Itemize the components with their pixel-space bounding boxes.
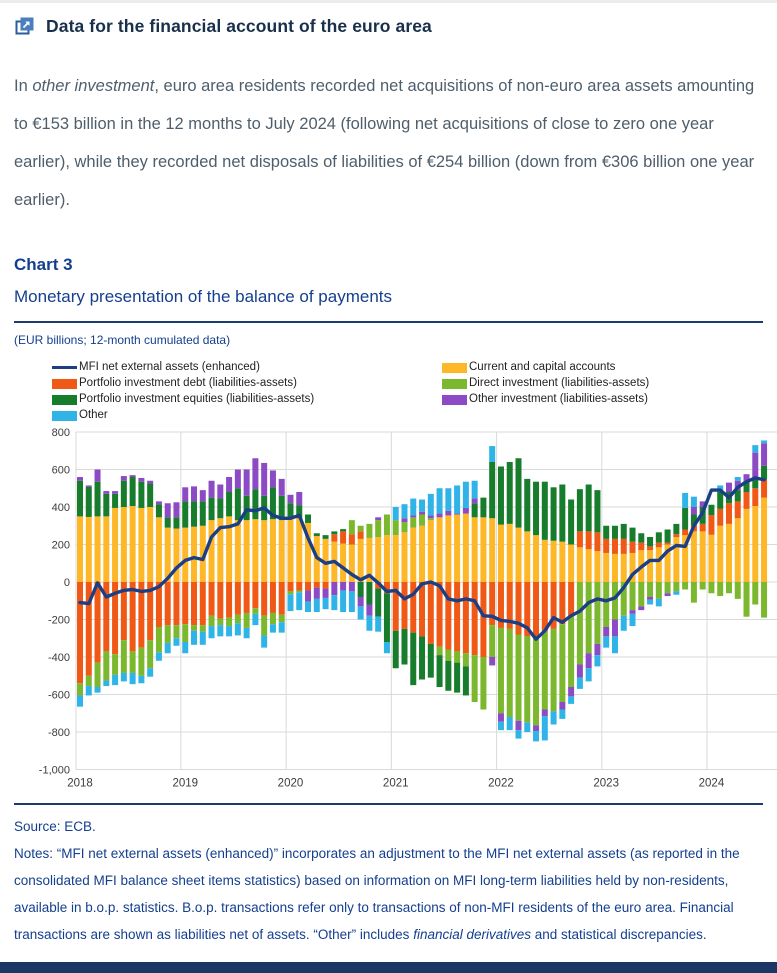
legend-label: Other xyxy=(79,409,108,421)
legend-line-swatch xyxy=(52,366,77,369)
legend-label: Other investment (liabilities-assets) xyxy=(469,393,648,405)
legend-color-swatch xyxy=(52,411,77,421)
svg-text:600: 600 xyxy=(51,464,70,477)
svg-text:200: 200 xyxy=(51,539,70,552)
source-and-notes xyxy=(14,813,763,948)
header-link[interactable] xyxy=(14,15,763,37)
chart-caption: (EUR billions; 12-month cumulated data) xyxy=(14,333,231,347)
svg-text:2023: 2023 xyxy=(593,777,619,790)
svg-text:800: 800 xyxy=(51,427,70,439)
svg-text:2021: 2021 xyxy=(382,777,409,790)
svg-text:2019: 2019 xyxy=(172,777,199,790)
intro-paragraph: In other investment, euro area residents recorded net acquisitions of non-euro area assets amounting to €153 billion in the 12 months to July 2024 (following net acquisitions of close to zero one year earlier), while they recorded net disposals of liabilities of €254 billion (down from €306 billion one year earlier). xyxy=(14,77,755,209)
chart-legend xyxy=(52,361,763,422)
svg-text:2020: 2020 xyxy=(277,777,304,790)
chart-bottom-rule xyxy=(14,803,763,805)
legend-label: Current and capital accounts xyxy=(469,361,616,373)
legend-item xyxy=(442,377,649,390)
notes-text: Notes: “MFI net external assets (enhanced)” incorporates an adjustment to the MFI net external assets (as reported in the consolidated MFI balance sheet items statistics) based on information on MFI long-term liabilities held by non-residents, available in b.o.p. statistics. B.o.p. transactions refer only to transactions of non-MFI residents of the euro area. Financial transactions are shown as liabilities net of assets. “Other” includes financial derivatives and statistical discrepancies. xyxy=(14,846,740,942)
legend-label: MFI net external assets (enhanced) xyxy=(79,361,260,373)
svg-text:2022: 2022 xyxy=(488,777,514,790)
legend-color-swatch xyxy=(52,379,77,389)
svg-text:-400: -400 xyxy=(47,652,70,664)
legend-color-swatch xyxy=(442,363,467,373)
chart-title: Monetary presentation of the balance of payments xyxy=(14,287,393,306)
legend-label: Direct investment (liabilities-assets) xyxy=(469,377,650,389)
bop-chart-svg xyxy=(14,424,777,798)
legend-item xyxy=(52,393,442,406)
legend-column-left xyxy=(52,361,442,422)
svg-text:-200: -200 xyxy=(47,614,70,627)
legend-item xyxy=(52,409,442,422)
legend-color-swatch xyxy=(52,395,77,405)
page-title: Data for the financial account of the euro area xyxy=(46,15,432,36)
svg-text:0: 0 xyxy=(63,577,70,589)
svg-text:2024: 2024 xyxy=(698,777,725,790)
svg-text:400: 400 xyxy=(51,502,70,514)
chart-canvas xyxy=(14,424,763,803)
chart-top-rule xyxy=(14,321,763,323)
legend-item xyxy=(52,361,442,374)
external-link-icon xyxy=(14,15,36,37)
legend-label: Portfolio investment debt (liabilities-assets) xyxy=(79,377,297,389)
legend-color-swatch xyxy=(442,395,467,405)
legend-item xyxy=(52,377,442,390)
legend-column-right xyxy=(442,361,649,422)
legend-color-swatch xyxy=(442,379,467,389)
source-line: Source: ECB. xyxy=(14,819,96,834)
svg-text:2018: 2018 xyxy=(67,777,93,790)
legend-item xyxy=(442,393,649,406)
legend-item xyxy=(442,361,649,374)
svg-text:-600: -600 xyxy=(47,689,70,702)
bottom-bar xyxy=(0,962,777,973)
svg-text:-800: -800 xyxy=(47,727,70,739)
chart-number: Chart 3 xyxy=(14,255,73,274)
svg-text:-1,000: -1,000 xyxy=(38,764,70,777)
legend-label: Portfolio investment equities (liabilities-assets) xyxy=(79,393,315,405)
